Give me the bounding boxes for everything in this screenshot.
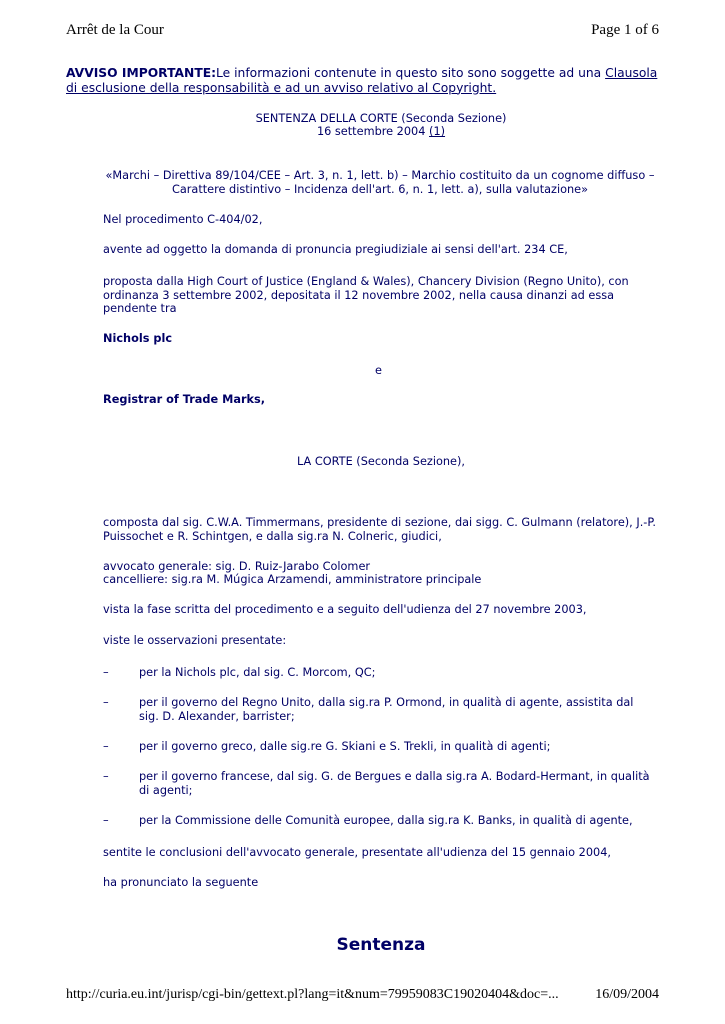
copyright-notice: [66, 66, 666, 95]
party-applicant: Nichols plc: [103, 332, 173, 345]
observations-intro: viste le osservazioni presentate:: [103, 634, 287, 647]
object-line: avente ad oggetto la domanda di pronuncia pregiudiziale ai sensi dell'art. 234 CE,: [103, 243, 568, 256]
disclaimer-link[interactable]: Clausola di esclusione della responsabilità e ad un avviso relativo al Copyright.: [66, 66, 658, 95]
pronounced-line: ha pronunciato la seguente: [103, 876, 259, 889]
list-dash: –: [103, 740, 109, 753]
court-heading: LA CORTE (Seconda Sezione),: [296, 455, 465, 468]
case-number: Nel procedimento C-404/02,: [103, 213, 263, 226]
observation-text: per la Commissione delle Comunità europee, dalla sig.ra K. Banks, in qualità di agente,: [139, 814, 633, 827]
list-dash: –: [103, 696, 109, 709]
observation-text: per la Nichols plc, dal sig. C. Morcom, QC;: [139, 666, 376, 679]
footer-url: http://curia.eu.int/jurisp/cgi-bin/gettext.pl?lang=it&num=79959083C19020404&doc=...: [66, 987, 559, 1002]
court-line: SENTENZA DELLA CORTE (Seconda Sezione): [255, 112, 507, 125]
judgment-heading: Sentenza: [336, 935, 426, 955]
court-composition: composta dal sig. C.W.A. Timmermans, presidente di sezione, dai sigg. C. Gulmann (relatore), J.-P. Puissochet e R. Schintgen, e dalla sig.ra N. Colneric, giudici,: [103, 516, 657, 543]
party-respondent: Registrar of Trade Marks,: [103, 393, 266, 406]
header-left: Arrêt de la Cour: [66, 22, 164, 38]
registrar: cancelliere: sig.ra M. Múgica Arzamendi, amministratore principale: [103, 573, 482, 586]
list-dash: –: [103, 666, 109, 679]
page-number: Page 1 of 6: [591, 22, 659, 38]
judgment-date: 16 settembre 2004: [316, 125, 426, 138]
conclusions-line: sentite le conclusioni dell'avvocato generale, presentate all'udienza del 15 gennaio 2004,: [103, 846, 612, 859]
list-dash: –: [103, 814, 109, 827]
advocate-general: avvocato generale: sig. D. Ruiz-Jarabo Colomer: [103, 560, 371, 573]
judgment-date-line: [66, 125, 696, 139]
referral-paragraph: proposta dalla High Court of Justice (England & Wales), Chancery Division (Regno Unito), con ordinanza 3 settembre 2002, depositata il 12 novembre 2002, nella causa dinanzi ad essa pendente tra: [103, 275, 629, 315]
observation-text: per il governo del Regno Unito, dalla sig.ra P. Ormond, in qualità di agente, assistita dal sig. D. Alexander, barrister;: [139, 696, 634, 723]
procedure-line: vista la fase scritta del procedimento e a seguito dell'udienza del 27 novembre 2003,: [103, 603, 587, 616]
list-dash: –: [103, 770, 109, 783]
observation-text: per il governo greco, dalle sig.re G. Skiani e S. Trekli, in qualità di agenti;: [139, 740, 551, 753]
footnote-link[interactable]: (1): [429, 125, 446, 138]
notice-text: Le informazioni contenute in questo sito sono soggette ad una: [216, 66, 606, 80]
footer-date: 16/09/2004: [595, 987, 659, 1002]
subject-keywords: «Marchi – Direttiva 89/104/CEE – Art. 3, n. 1, lett. b) – Marchio costituito da un cognome diffuso – Carattere distintivo – Incidenza dell'art. 6, n. 1, lett. a), sulla valutazione»: [105, 169, 655, 196]
notice-label: AVVISO IMPORTANTE:: [66, 66, 217, 80]
observation-text: per il governo francese, dal sig. G. de Bergues e dalla sig.ra A. Bodard-Hermant, in qualità di agenti;: [139, 770, 650, 797]
party-conjunction: e: [375, 364, 382, 377]
